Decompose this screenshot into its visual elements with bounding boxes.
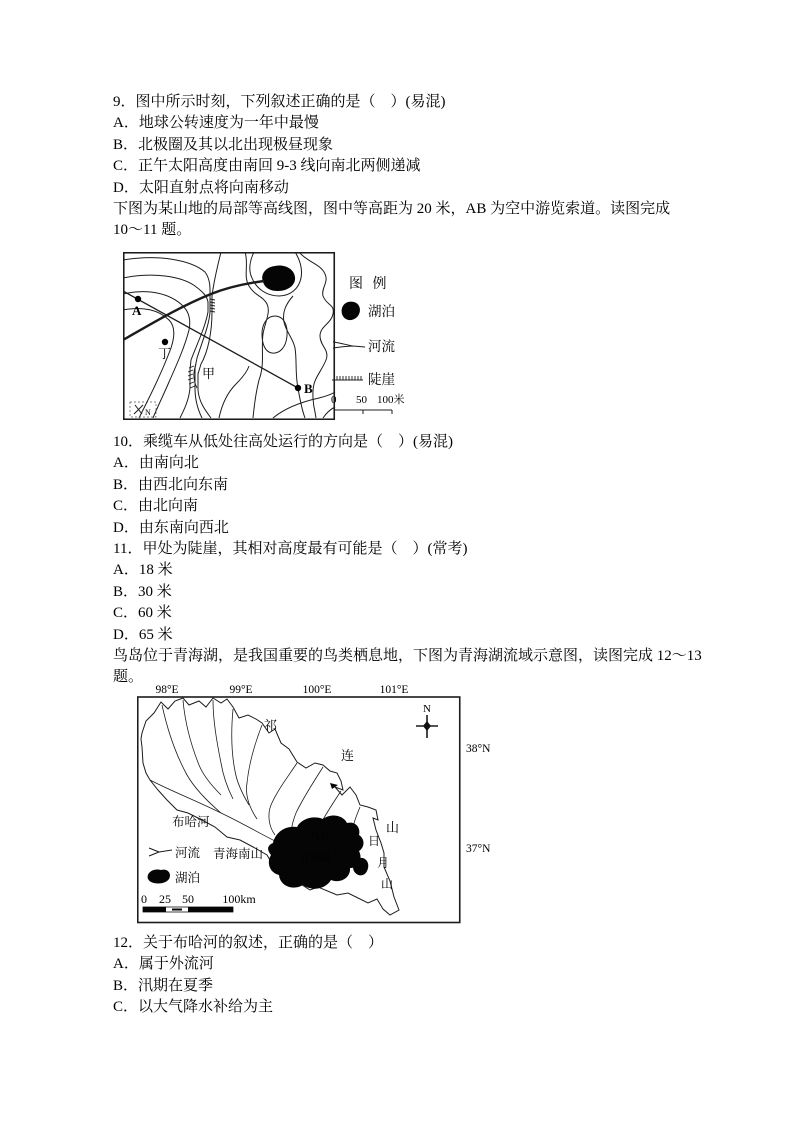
q12-stem: 12．关于布哈河的叙述，正确的是（ ） <box>113 935 384 951</box>
point-jia-label: 甲 <box>202 366 216 381</box>
q9-stem: 9．图中所示时刻，下列叙述正确的是（ ）(易混) <box>113 94 446 110</box>
point-ding-label: 丁 <box>158 346 172 361</box>
q10-stem: 10．乘缆车从低处往高处运行的方向是（ ）(易混) <box>113 434 453 450</box>
small-lake-dot <box>352 837 360 843</box>
q9-option-c: C．正午太阳高度由南回 9-3 线向南北两侧递减 <box>113 158 421 175</box>
point-a-label: A <box>132 303 142 318</box>
north-label: N <box>145 408 151 417</box>
scale-tick-50: 50 <box>182 892 194 906</box>
legend-lake-label: 湖泊 <box>368 304 395 319</box>
qinghainanshan-label: 青海南山 <box>213 847 264 861</box>
qilian-char-2: 连 <box>341 748 355 763</box>
point-a-dot <box>135 296 141 302</box>
qilian-char-3: 山 <box>386 820 400 835</box>
lake-shape <box>262 266 295 291</box>
point-b-label: B <box>304 381 313 396</box>
legend-cliff-icon <box>332 376 363 380</box>
legend-title: 图 例 <box>349 277 390 292</box>
q9-option-b: B．北极圈及其以北出现极昼现象 <box>113 136 334 153</box>
legend-river-icon <box>333 342 365 348</box>
q10-option-a: A．由南向北 <box>113 455 199 472</box>
lat-label-37n: 37°N <box>466 843 491 855</box>
q11-option-b: B．30 米 <box>113 583 172 600</box>
north-arrow <box>416 703 438 738</box>
riyue-char-3: 山 <box>381 877 394 891</box>
qilian-char-1: 祁 <box>264 718 278 733</box>
legend-lake <box>148 870 200 885</box>
map-frame <box>138 697 460 923</box>
map-frame <box>124 253 335 420</box>
legend-lake-label: 湖泊 <box>175 871 201 885</box>
scale-tick-50: 50 <box>356 394 367 406</box>
point-b-dot <box>295 385 301 391</box>
q11-option-c: C．60 米 <box>113 605 172 622</box>
q12-option-b: B．汛期在夏季 <box>113 977 214 994</box>
legend-river-label: 河流 <box>368 339 395 354</box>
question-block-10-11 <box>113 432 703 689</box>
lon-label-100e: 100°E <box>302 684 332 696</box>
q9-option-d: D．太阳直射点将向南移动 <box>113 179 289 196</box>
legend-lake-icon <box>342 302 360 320</box>
lake-label-qinghaihu: 青海湖 <box>300 853 330 864</box>
scale-bar <box>141 892 256 912</box>
q9-option-a: A．地球公转速度为一年中最慢 <box>113 115 319 132</box>
q10-option-c: C．由北向南 <box>113 498 199 515</box>
qinghai-lake-map-figure <box>137 682 497 924</box>
lon-label-98e: 98°E <box>155 684 179 696</box>
scale-tick-0: 0 <box>331 394 337 406</box>
legend-lake-icon <box>148 870 170 884</box>
passage-12-13-line1: 鸟岛位于青海湖，是我国重要的鸟类栖息地，下图为青海湖流域示意图，读图完成 12～13 <box>113 647 702 664</box>
q12-option-c: C．以大气降水补给为主 <box>113 999 274 1016</box>
scale-tick-0: 0 <box>141 892 147 906</box>
scale-bar <box>334 410 392 414</box>
lake-label-niaodao: 鸟岛 <box>310 833 330 843</box>
q10-option-b: B．由西北向东南 <box>113 476 229 493</box>
scale-tick-100: 100km <box>222 892 256 906</box>
q12-option-a: A．属于外流河 <box>113 956 214 973</box>
legend-river-label: 河流 <box>175 846 201 860</box>
legend-river <box>149 845 201 860</box>
riyue-char-1: 日 <box>368 834 381 848</box>
river-line <box>123 281 264 340</box>
map-legend <box>331 276 405 414</box>
passage-10-11-line1: 下图为某山地的局部等高线图，图中等高距为 20 米，AB 为空中游览索道。读图完成 <box>113 200 671 217</box>
lat-label-38n: 38°N <box>466 743 491 755</box>
legend-cliff-label: 陡崖 <box>368 372 395 387</box>
lon-label-101e: 101°E <box>379 684 409 696</box>
riyue-char-2: 月 <box>377 856 390 870</box>
north-label: N <box>423 703 431 715</box>
q11-option-a: A．18 米 <box>113 562 173 579</box>
point-ding-dot <box>162 339 168 345</box>
q10-option-d: D．由东南向西北 <box>113 519 229 536</box>
buha-river-label: 布哈河 <box>172 815 210 829</box>
legend-river-icon <box>149 848 172 856</box>
contour-map-figure <box>123 252 445 420</box>
passage-12-13-line2: 题。 <box>113 669 144 686</box>
cliff-symbol-jia <box>188 364 197 388</box>
question-block-12 <box>113 933 703 1019</box>
lon-label-99e: 99°E <box>229 684 253 696</box>
question-block-9 <box>113 92 703 242</box>
passage-10-11-line2: 10～11 题。 <box>113 222 192 239</box>
scale-tick-100: 100米 <box>377 394 405 406</box>
q11-stem: 11．甲处为陡崖，其相对高度最有可能是（ ）(常考) <box>113 540 468 557</box>
scale-tick-25: 25 <box>159 892 171 906</box>
q11-option-d: D．65 米 <box>113 626 173 643</box>
